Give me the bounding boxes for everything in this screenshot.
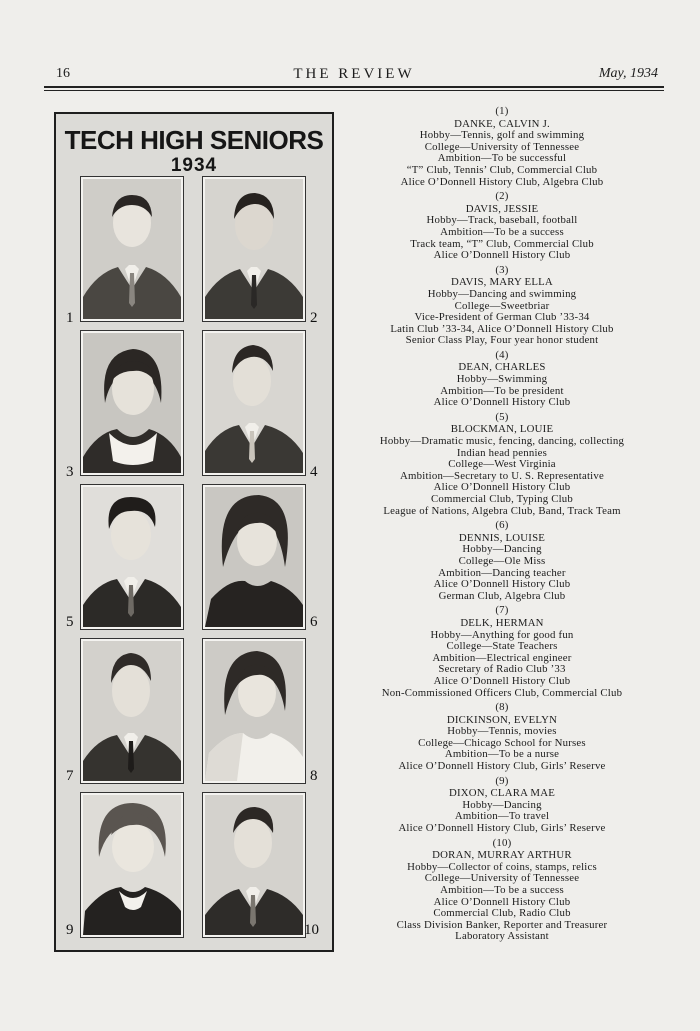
- bio-line: Hobby—Collector of coins, stamps, relics: [407, 860, 597, 873]
- bio-line: Alice O’Donnell History Club: [433, 396, 571, 409]
- bio-line: College—University of Tennessee: [424, 140, 580, 153]
- senior-photo-3: [80, 330, 184, 476]
- photo-number-9: 9: [66, 922, 74, 938]
- photo-number-2: 2: [310, 310, 318, 326]
- photo-number-8: 8: [310, 768, 318, 784]
- student-name: BLOCKMAN, LOUIE: [450, 423, 554, 436]
- bio-line: Latin Club ’33-34, Alice O’Donnell History Club: [390, 322, 614, 335]
- senior-photo-9: [80, 792, 184, 938]
- header-rule-thin: [44, 90, 664, 91]
- bio-line: Class Division Banker, Reporter and Treasurer: [396, 918, 608, 931]
- entry-number: (4): [495, 348, 509, 361]
- bio-line: Ambition—To be successful: [437, 152, 567, 165]
- bio-line: “T” Club, Tennis’ Club, Commercial Club: [406, 163, 598, 176]
- entry-number: (5): [495, 410, 509, 423]
- student-name: DEAN, CHARLES: [458, 361, 546, 374]
- bio-line: German Club, Algebra Club: [438, 589, 566, 602]
- portrait-image: [83, 641, 181, 781]
- page-number: 16: [56, 66, 70, 81]
- bio-line: Ambition—Dancing teacher: [438, 566, 566, 579]
- portrait-image: [83, 487, 181, 627]
- senior-entry: [352, 350, 652, 409]
- entry-number: (10): [492, 836, 512, 849]
- entry-number: (3): [495, 263, 509, 276]
- header-rule-thick: [44, 86, 664, 88]
- senior-entry: [352, 605, 652, 699]
- bio-line: Hobby—Tennis, golf and swimming: [419, 129, 585, 142]
- bio-line: Alice O’Donnell History Club: [433, 481, 571, 494]
- bio-line: College—West Virginia: [448, 458, 556, 471]
- entry-number: (9): [495, 774, 509, 787]
- bio-line: Ambition—To be a success: [440, 225, 564, 238]
- bio-line: Ambition—To be president: [440, 384, 564, 397]
- issue-date: May, 1934: [598, 66, 658, 81]
- senior-entry: [352, 106, 652, 188]
- bio-line: Hobby—Track, baseball, football: [426, 214, 578, 227]
- senior-photo-7: [80, 638, 184, 784]
- portrait-image: [205, 333, 303, 473]
- bio-line: College—University of Tennessee: [424, 872, 580, 885]
- portrait-image: [83, 333, 181, 473]
- senior-entry: [352, 838, 652, 943]
- bio-line: Alice O’Donnell History Club: [433, 674, 571, 687]
- senior-photo-2: [202, 176, 306, 322]
- photo-number-7: 7: [66, 768, 74, 784]
- panel-title: TECH HIGH SENIORS: [64, 125, 324, 155]
- bio-line: Alice O’Donnell History Club, Girls’ Reserve: [398, 760, 606, 773]
- bio-line: Ambition—To be a success: [440, 884, 564, 896]
- photo-number-10: 10: [304, 922, 319, 938]
- bio-line: Alice O’Donnell History Club: [433, 895, 571, 908]
- bio-line: Hobby—Dancing: [462, 798, 542, 811]
- bio-line: Alice O’Donnell History Club, Girls’ Reserve: [398, 822, 606, 835]
- entry-number: (6): [495, 519, 509, 532]
- senior-entry: [352, 702, 652, 773]
- senior-photo-6: [202, 484, 306, 630]
- bio-line: College—State Teachers: [446, 640, 558, 653]
- senior-entry: [352, 776, 652, 835]
- student-name: DAVIS, JESSIE: [465, 202, 539, 215]
- bio-line: Indian head pennies: [456, 446, 548, 459]
- bio-line: Ambition—Electrical engineer: [432, 651, 572, 664]
- senior-photo-1: [80, 176, 184, 322]
- entry-number: (2): [495, 190, 509, 203]
- student-name: DICKINSON, EVELYN: [446, 713, 558, 726]
- photo-number-1: 1: [66, 310, 74, 326]
- bio-line: Senior Class Play, Four year honor student: [405, 334, 599, 347]
- bio-line: Ambition—To travel: [454, 810, 550, 823]
- bio-line: Ambition—Secretary to U. S. Representative: [400, 469, 604, 482]
- student-name: DELK, HERMAN: [460, 616, 544, 629]
- bio-line: Hobby—Dancing and swimming: [427, 287, 577, 300]
- student-name: DENNIS, LOUISE: [458, 531, 546, 544]
- bio-line: Commercial Club, Typing Club: [431, 493, 573, 505]
- senior-photo-10: [202, 792, 306, 938]
- senior-entry: [352, 191, 652, 262]
- bio-line: Hobby—Tennis, movies: [447, 725, 557, 738]
- student-name: DORAN, MURRAY ARTHUR: [432, 849, 572, 862]
- bio-line: College—Chicago School for Nurses: [418, 736, 586, 749]
- bio-line: Hobby—Swimming: [456, 373, 548, 386]
- bio-line: Hobby—Anything for good fun: [430, 628, 574, 641]
- senior-photo-5: [80, 484, 184, 630]
- student-name: DANKE, CALVIN J.: [454, 117, 550, 130]
- panel-year: 1934: [170, 155, 218, 176]
- entry-number: (1): [495, 105, 509, 117]
- bio-line: Laboratory Assistant: [455, 930, 549, 943]
- photo-number-6: 6: [310, 614, 318, 630]
- bio-line: Vice-President of German Club ’33-34: [414, 311, 590, 324]
- bio-line: College—Sweetbriar: [454, 299, 550, 312]
- bio-line: Non-Commissioned Officers Club, Commercial Club: [381, 686, 623, 699]
- senior-entry: [352, 412, 652, 517]
- student-name: DAVIS, MARY ELLA: [451, 276, 553, 289]
- portrait-image: [83, 795, 181, 935]
- photo-number-4: 4: [310, 464, 318, 480]
- bio-line: League of Nations, Algebra Club, Band, Track Team: [383, 504, 621, 517]
- bio-line: Alice O’Donnell History Club: [433, 578, 571, 591]
- senior-photo-8: [202, 638, 306, 784]
- bio-line: College—Ole Miss: [458, 554, 546, 567]
- senior-photo-panel: [54, 112, 334, 952]
- portrait-image: [205, 641, 303, 781]
- bio-line: Secretary of Radio Club ’33: [438, 663, 566, 676]
- portrait-image: [205, 179, 303, 319]
- portrait-image: [205, 795, 303, 935]
- bio-line: Track team, “T” Club, Commercial Club: [410, 237, 594, 250]
- senior-entry: [352, 265, 652, 347]
- bio-line: Hobby—Dancing: [462, 543, 542, 556]
- student-name: DIXON, CLARA MAE: [448, 787, 556, 800]
- bio-line: Commercial Club, Radio Club: [433, 907, 571, 920]
- senior-bios-column: [352, 106, 652, 946]
- portrait-image: [83, 179, 181, 319]
- publication-title: THE REVIEW: [293, 66, 415, 82]
- photo-number-5: 5: [66, 614, 74, 630]
- bio-line: Alice O’Donnell History Club: [433, 249, 571, 262]
- senior-photo-4: [202, 330, 306, 476]
- entry-number: (7): [495, 604, 509, 617]
- bio-line: Ambition—To be a nurse: [444, 748, 560, 761]
- entry-number: (8): [495, 701, 509, 714]
- bio-line: Alice O’Donnell History Club, Algebra Club: [400, 175, 604, 188]
- portrait-image: [205, 487, 303, 627]
- photo-number-3: 3: [66, 464, 74, 480]
- bio-line: Hobby—Dramatic music, fencing, dancing, collecting: [379, 435, 625, 448]
- senior-entry: [352, 520, 652, 602]
- page-header: [44, 64, 664, 86]
